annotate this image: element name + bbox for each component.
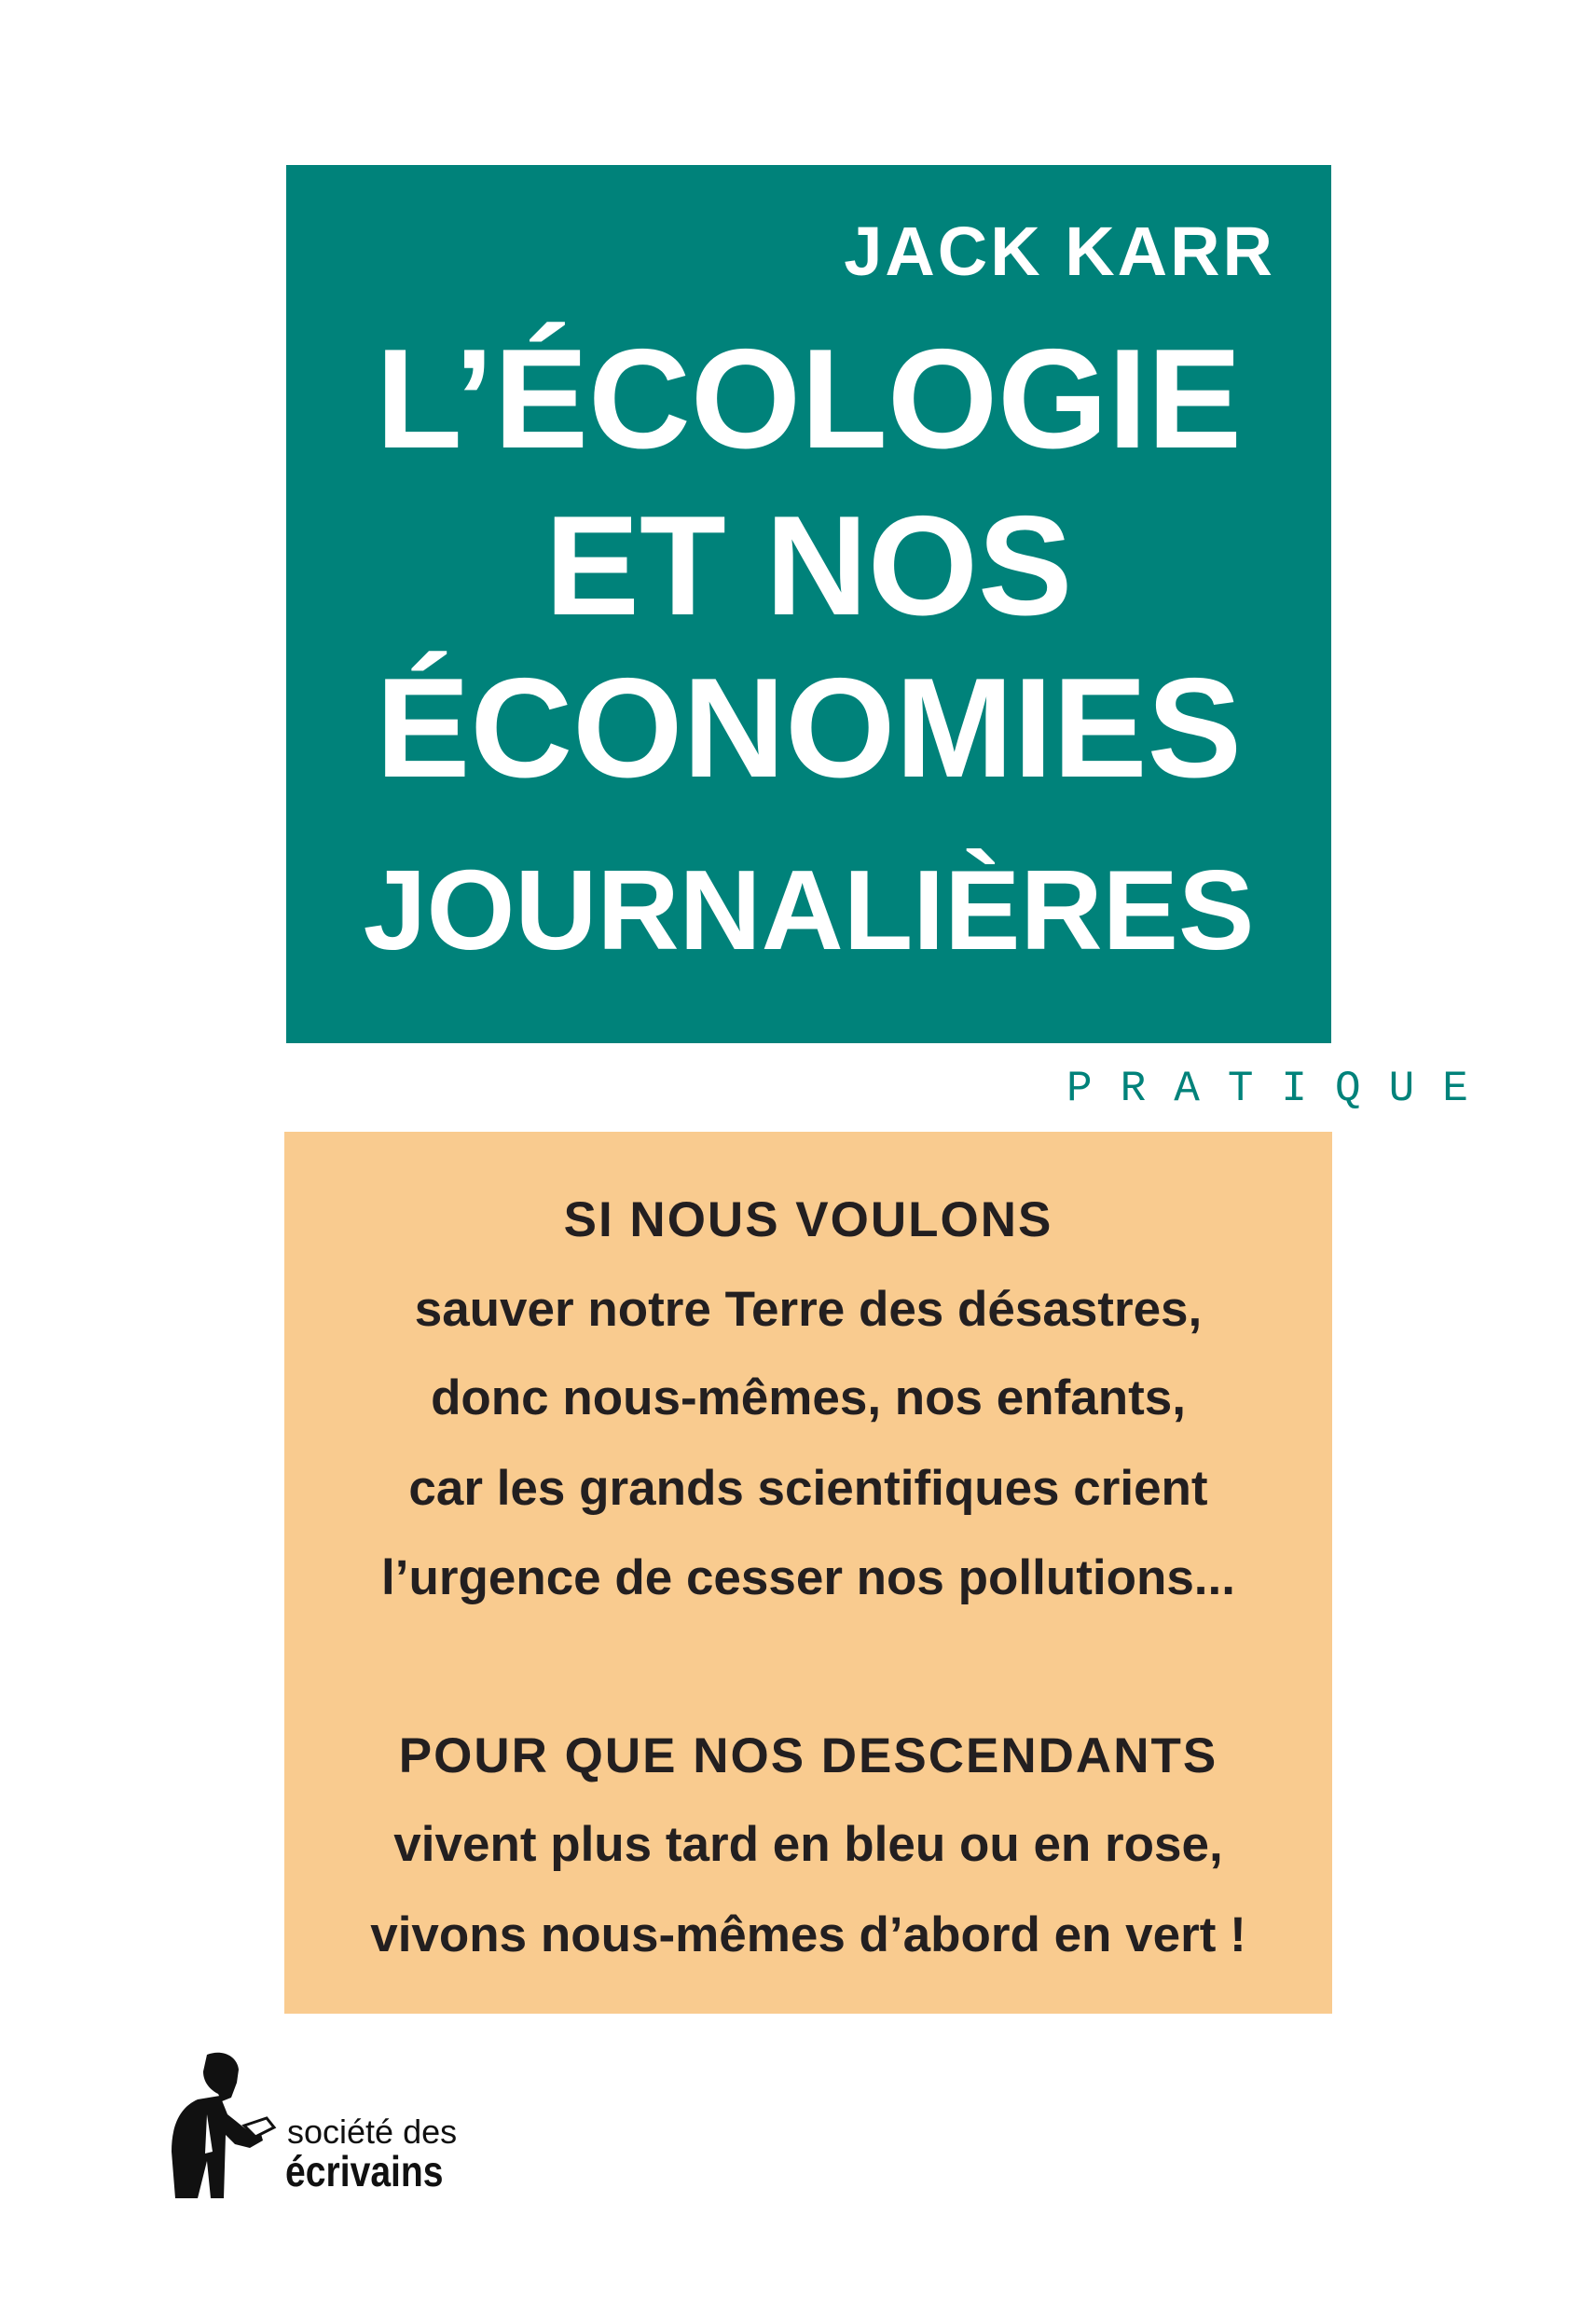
title-block bbox=[286, 165, 1331, 1043]
blurb-line: vivons nous-mêmes d’abord en vert ! bbox=[370, 1907, 1246, 1962]
title-line-3: ÉCONOMIES bbox=[376, 649, 1242, 807]
title-line-1: L’ÉCOLOGIE bbox=[376, 320, 1242, 478]
blurb-line: SI NOUS VOULONS bbox=[563, 1192, 1053, 1247]
collection-label: PRATIQUE bbox=[1066, 1065, 1496, 1113]
blurb-block bbox=[284, 1132, 1332, 2014]
blurb-line: vivent plus tard en bleu ou en rose, bbox=[393, 1817, 1223, 1872]
title-line-4: JOURNALIÈRES bbox=[363, 846, 1255, 973]
blurb-line: l’urgence de cesser nos pollutions... bbox=[381, 1550, 1235, 1605]
reading-man-icon bbox=[170, 2049, 291, 2208]
publisher-name-line2: écrivains bbox=[285, 2147, 444, 2195]
title-line-2: ET NOS bbox=[544, 487, 1073, 645]
publisher-logo bbox=[170, 2049, 477, 2208]
blurb-line: donc nous-mêmes, nos enfants, bbox=[431, 1370, 1186, 1425]
author-name: JACK KARR bbox=[844, 213, 1275, 290]
publisher-name-line1: société des bbox=[287, 2112, 458, 2151]
blurb-line: car les grands scientifiques crient bbox=[408, 1461, 1208, 1516]
blurb-line: sauver notre Terre des désastres, bbox=[414, 1282, 1203, 1337]
blurb-line: POUR QUE NOS DESCENDANTS bbox=[398, 1728, 1218, 1783]
